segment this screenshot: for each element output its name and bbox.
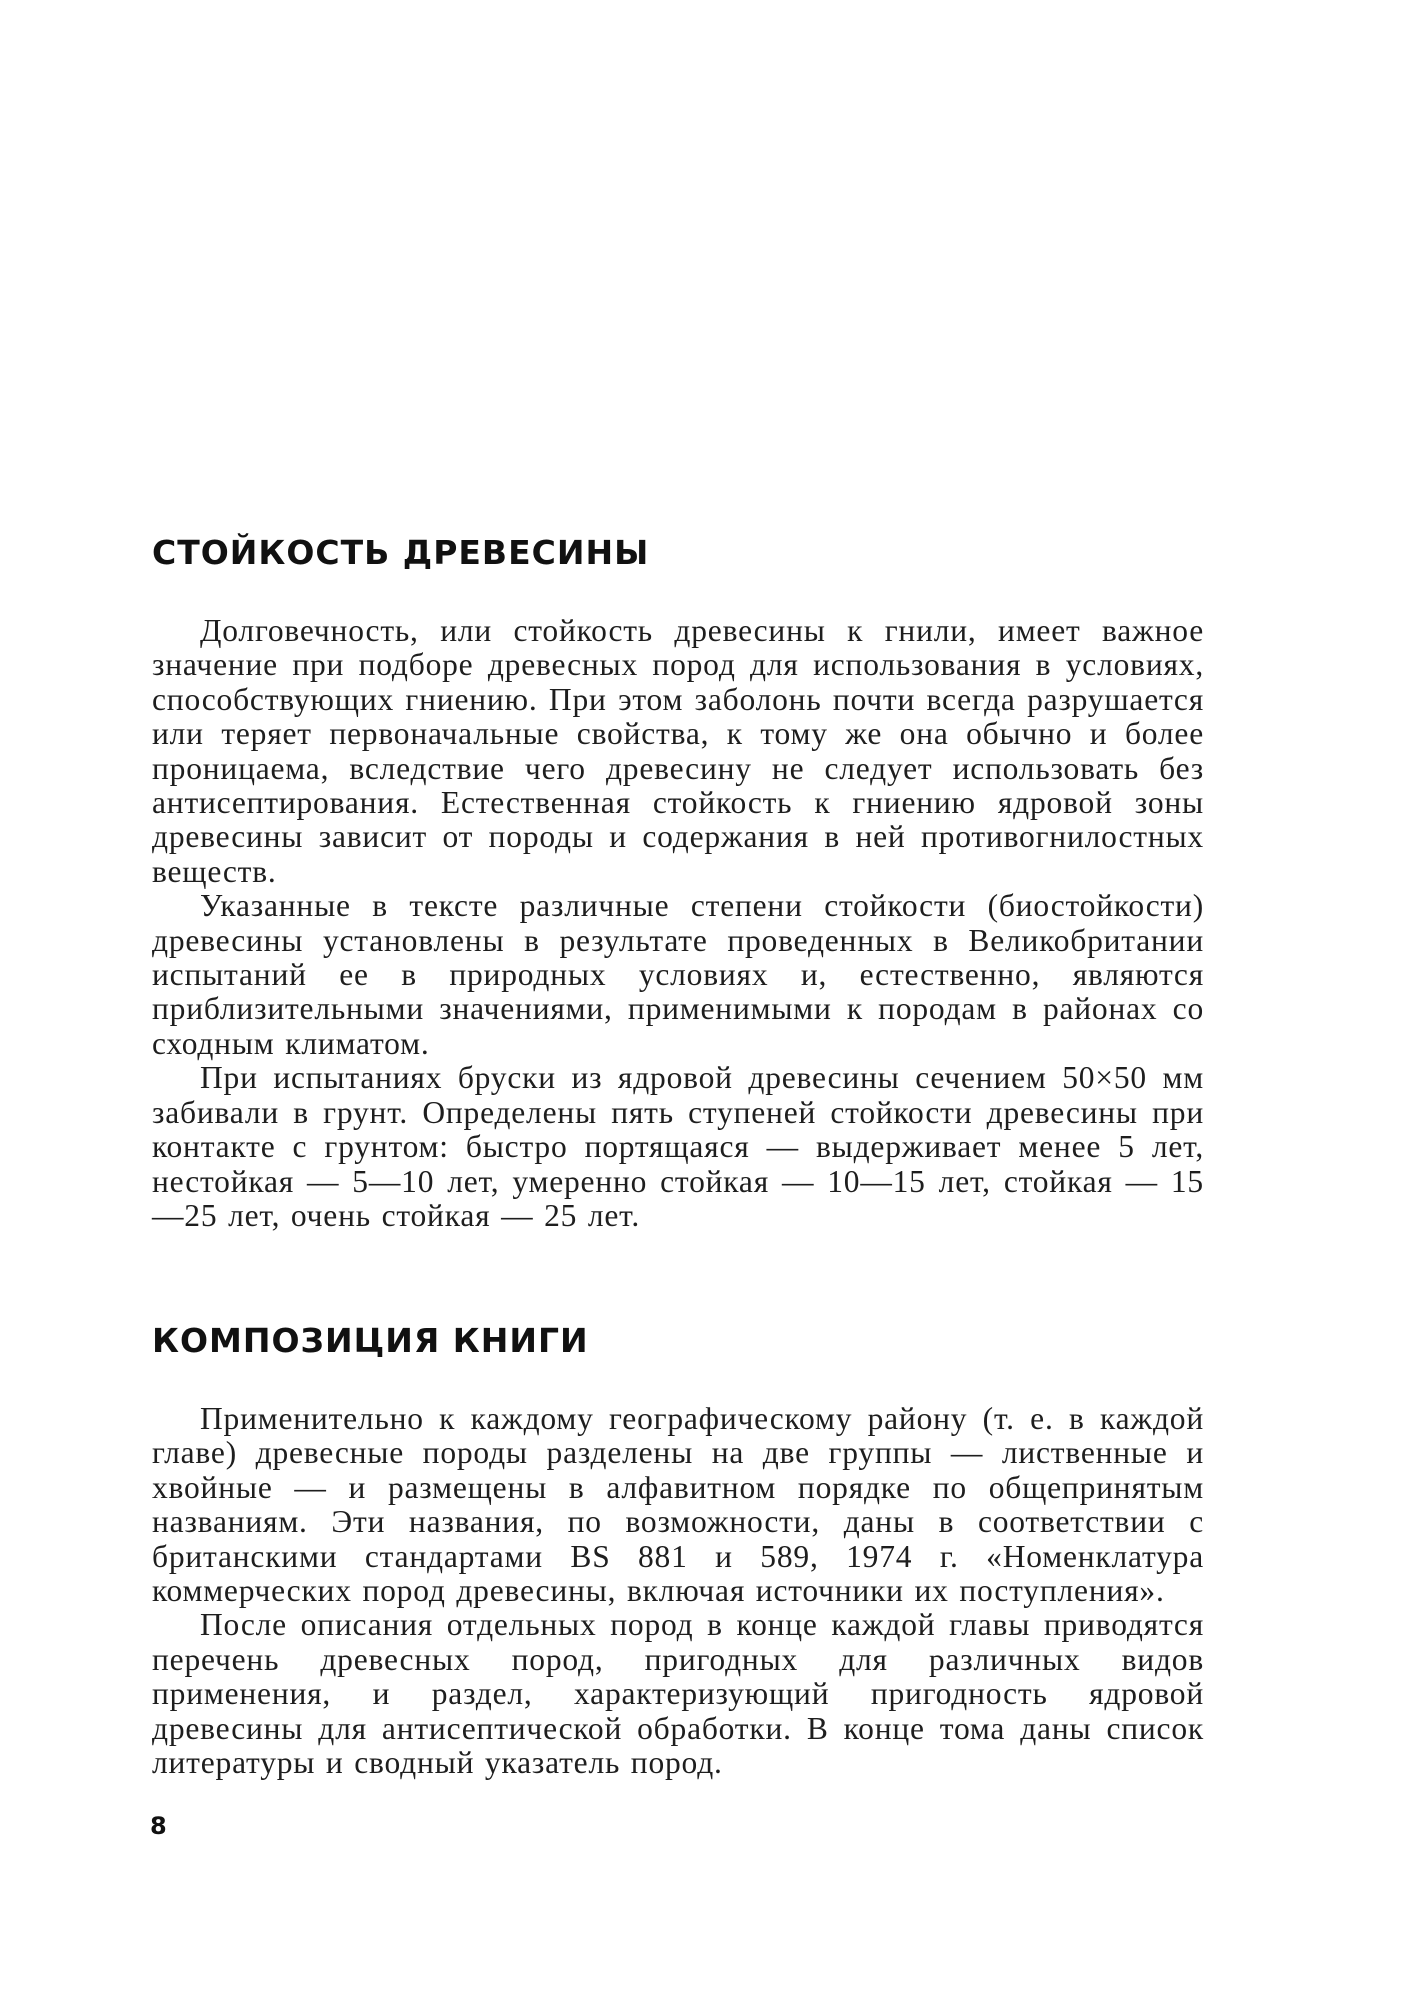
section-heading: КОМПОЗИЦИЯ КНИГИ: [152, 1321, 589, 1360]
section-heading: СТОЙКОСТЬ ДРЕВЕСИНЫ: [152, 533, 650, 572]
paragraph: Указанные в тексте различные степени стойкости (биостойкости) древесины установлены в результате проведенных в Великобритании испытаний ее в природных условиях и, естественно, являются приблизительными значениями, применимыми к породам в районах со сходным климатом.: [152, 888, 1204, 1061]
paragraph: После описания отдельных пород в конце каждой главы приводятся перечень древесных пород, пригодных для различных видов применения, и раздел, характеризующий пригодность ядровой древесины для антисептической обработки. В конце тома даны список литературы и сводный указатель пород.: [152, 1607, 1204, 1781]
page-number: 8: [150, 1812, 167, 1840]
paragraph: Применительно к каждому географическому району (т. е. в каждой главе) древесные породы разделены на две группы — лиственные и хвойные — и размещены в алфавитном порядке по общепринятым названиям. Эти названия, по возможности, даны в соответствии с британскими стандартами BS 881 и 589, 1974 г. «Номенклатура коммерческих пород древесины, включая источники их поступления».: [152, 1401, 1204, 1609]
paragraph: При испытаниях бруски из ядровой древесины сечением 50×50 мм забивали в грунт. Определены пять ступеней стойкости древесины при контакте с грунтом: быстро портящаяся — выдерживает менее 5 лет, нестойкая — 5—10 лет, умеренно стойкая — 10—15 лет, стойкая — 15—25 лет, очень стойкая — 25 лет.: [152, 1060, 1204, 1233]
section-book-composition: [152, 1318, 1204, 1780]
paragraph: Долговечность, или стойкость древесины к гнили, имеет важное значение при подборе древесных пород для использования в условиях, способствующих гниению. При этом заболонь почти всегда разрушается или теряет первоначальные свойства, к тому же она обычно и более проницаема, вследствие чего древесину не следует использовать без антисептирования. Естественная стойкость к гниению ядровой зоны древесины зависит от породы и содержания в ней противогнилостных веществ.: [152, 613, 1204, 889]
section-durability: [152, 530, 1204, 1233]
